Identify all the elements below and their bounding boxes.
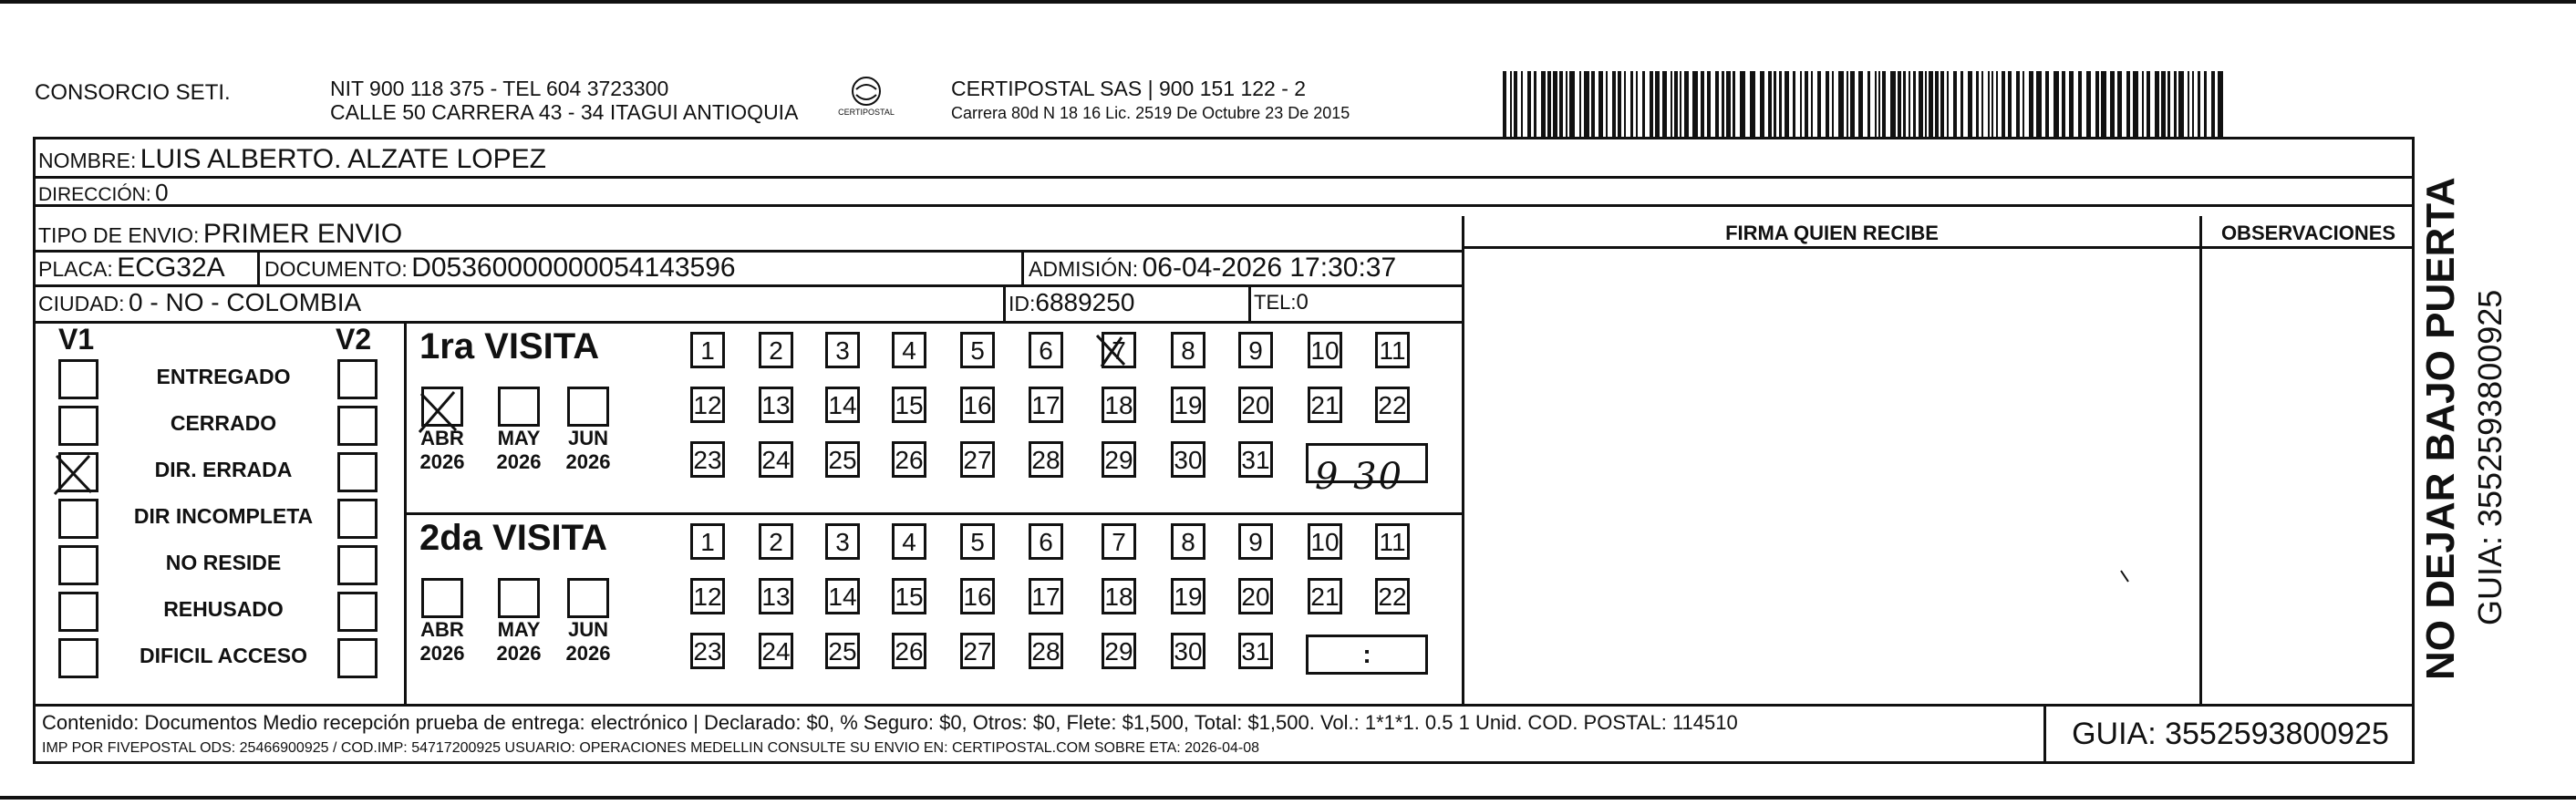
visit1-day-box[interactable]: 30 (1171, 441, 1205, 478)
visit2-day-box[interactable]: 13 (759, 578, 793, 614)
company-name: CONSORCIO SETI. (35, 80, 231, 105)
col-line (1248, 284, 1251, 321)
visit1-day-box[interactable]: 23 (690, 441, 725, 478)
visit2-day-box[interactable]: 17 (1029, 578, 1063, 614)
id-label: ID:6889250 (1009, 288, 1135, 316)
col-line (2199, 216, 2202, 704)
visit2-day-box[interactable]: 22 (1375, 578, 1410, 614)
visit2-month-checkbox[interactable] (498, 578, 540, 618)
visit2-day-box[interactable]: 24 (759, 633, 793, 669)
bottom-border (0, 796, 2576, 800)
row-line (33, 704, 2415, 707)
visit2-month-label (487, 618, 551, 666)
col-line (1003, 284, 1006, 321)
visit2-day-box[interactable]: 23 (690, 633, 725, 669)
visit2-month-checkbox[interactable] (421, 578, 463, 618)
visit1-day-box[interactable]: 12 (690, 387, 725, 423)
month-name: ABR (420, 427, 464, 449)
visit2-title: 2da VISITA (419, 518, 607, 558)
visit2-day-box[interactable]: 6 (1029, 523, 1063, 560)
visit2-day-box[interactable]: 19 (1171, 578, 1205, 614)
visit1-day-box[interactable]: 27 (960, 441, 995, 478)
visit2-day-box[interactable]: 30 (1171, 633, 1205, 669)
license-line: Carrera 80d N 18 16 Lic. 2519 De Octubre 23 De 2015 (951, 104, 1350, 122)
visit1-month-label (556, 427, 620, 474)
visit1-day-box[interactable]: 14 (825, 387, 860, 423)
documento-value: D05360000000054143596 (411, 253, 736, 283)
visit1-title: 1ra VISITA (419, 326, 600, 366)
nombre-label: NOMBRE: LUIS ALBERTO. ALZATE LOPEZ (38, 144, 546, 174)
v1-label: V1 (58, 323, 95, 356)
carrier-line: CERTIPOSTAL SAS | 900 151 122 - 2 (951, 77, 1307, 100)
visit1-day-box[interactable]: 26 (892, 441, 926, 478)
month-name: JUN (567, 427, 608, 449)
visit2-day-box[interactable]: 10 (1308, 523, 1342, 560)
visit2-day-box[interactable]: 5 (960, 523, 995, 560)
row-line (33, 176, 2415, 179)
visit2-day-box[interactable]: 28 (1029, 633, 1063, 669)
observaciones-header: OBSERVACIONES (2220, 222, 2396, 244)
visit2-day-box[interactable]: 21 (1308, 578, 1342, 614)
month-name: MAY (497, 427, 541, 449)
visit1-day-box[interactable]: 7 (1102, 332, 1136, 368)
visit2-day-box[interactable]: 18 (1102, 578, 1136, 614)
row-line (33, 321, 1464, 324)
documento-label: DOCUMENTO: D05360000000054143596 (264, 253, 736, 283)
visit2-day-box[interactable]: 4 (892, 523, 926, 560)
admision-label: ADMISIÓN: 06-04-2026 17:30:37 (1029, 253, 1397, 283)
side-guia: GUIA: 3552593800925 (2471, 289, 2509, 625)
certipostal-logo (834, 75, 898, 122)
v2-label: V2 (336, 323, 372, 356)
visit2-month-label (556, 618, 620, 666)
ciudad-value: 0 - NO - COLOMBIA (129, 288, 362, 316)
status-label: NO RESIDE (165, 551, 282, 574)
visit2-month-label (410, 618, 474, 666)
visit1-day-box[interactable]: 9 (1238, 332, 1273, 368)
tipo-value: PRIMER ENVIO (202, 219, 403, 249)
visit1-day-box[interactable]: 3 (825, 332, 860, 368)
status-label: DIR INCOMPLETA (133, 504, 314, 528)
visit2-day-box[interactable]: 29 (1102, 633, 1136, 669)
visit1-day-box[interactable]: 22 (1375, 387, 1410, 423)
visit1-day-box[interactable]: 16 (960, 387, 995, 423)
visit1-day-box[interactable]: 13 (759, 387, 793, 423)
status-label: CERRADO (170, 411, 277, 435)
visit1-day-box[interactable]: 10 (1308, 332, 1342, 368)
status-label: REHUSADO (163, 597, 284, 621)
visit1-day-box[interactable]: 5 (960, 332, 995, 368)
guia-box: GUIA: 3552593800925 (2072, 717, 2389, 751)
visit1-month-label (487, 427, 551, 474)
row-line (404, 512, 1464, 515)
visit2-day-box[interactable]: 2 (759, 523, 793, 560)
id-value: 6889250 (1035, 288, 1135, 316)
visit2-day-box[interactable]: 3 (825, 523, 860, 560)
visit2-day-box[interactable]: 7 (1102, 523, 1136, 560)
visit1-day-box[interactable]: 1 (690, 332, 725, 368)
tipo-label: TIPO DE ENVIO: PRIMER ENVIO (38, 219, 403, 249)
month-name: JUN (567, 618, 608, 641)
visit1-day-box[interactable]: 6 (1029, 332, 1063, 368)
visit2-day-box[interactable]: 15 (892, 578, 926, 614)
visit1-day-box[interactable]: 29 (1102, 441, 1136, 478)
visit1-day-box[interactable]: 21 (1308, 387, 1342, 423)
ciudad-label: CIUDAD: 0 - NO - COLOMBIA (38, 288, 362, 316)
tel-value: 0 (1296, 290, 1309, 315)
status-label: ENTREGADO (156, 365, 291, 388)
contenido-line: Contenido: Documentos Medio recepción prueba de entrega: electrónico | Declarado: $0, % Seguro: $0, Otros: $0, Flete: $1,500, Total: $1,500. Vol.: 1*1*1. 0.5 1 Unid. COD. POSTAL: 114510 (42, 711, 1738, 734)
month-name: MAY (497, 618, 541, 641)
month-year: 2026 (419, 450, 465, 473)
visit1-month-checkbox[interactable] (567, 387, 609, 427)
time-separator: : (1362, 640, 1371, 668)
visit2-day-box[interactable]: 31 (1238, 633, 1273, 669)
handwritten-time: 9 30 (1315, 456, 1404, 498)
no-dejar-warning: NO DEJAR BAJO PUERTA (2418, 177, 2463, 680)
month-year: 2026 (419, 642, 465, 665)
visit2-day-box[interactable]: 27 (960, 633, 995, 669)
col-line (1021, 250, 1024, 284)
visit1-day-box[interactable]: 31 (1238, 441, 1273, 478)
status-label: DIFICIL ACCESO (139, 644, 307, 667)
placa-label: PLACA: ECG32A (38, 253, 225, 283)
visit1-day-box[interactable]: 24 (759, 441, 793, 478)
top-border (0, 0, 2576, 4)
barcode (1503, 71, 2229, 137)
address-line: CALLE 50 CARRERA 43 - 34 ITAGUI ANTIOQUIA (330, 100, 799, 124)
visit2-month-checkbox[interactable] (567, 578, 609, 618)
visit2-day-box[interactable]: 20 (1238, 578, 1273, 614)
tel-label: TEL:0 (1254, 290, 1309, 315)
visit2-day-box[interactable]: 14 (825, 578, 860, 614)
imp-line: IMP POR FIVEPOSTAL ODS: 25466900925 / COD.IMP: 54717200925 USUARIO: OPERACIONES MEDELLIN CONSULTE SU ENVIO EN: CERTIPOSTAL.COM SOBRE ETA: 2026-04-08 (42, 740, 1259, 756)
visit1-day-box[interactable]: 20 (1238, 387, 1273, 423)
visit2-day-box[interactable]: 12 (690, 578, 725, 614)
visit1-day-box[interactable]: 8 (1171, 332, 1205, 368)
visit1-day-box[interactable]: 19 (1171, 387, 1205, 423)
visit2-time-box[interactable] (1306, 635, 1428, 675)
month-year: 2026 (496, 642, 542, 665)
col-line (257, 250, 260, 284)
visit2-day-box[interactable]: 1 (690, 523, 725, 560)
month-year: 2026 (565, 450, 611, 473)
visit2-day-box[interactable]: 26 (892, 633, 926, 669)
visit1-day-box[interactable]: 17 (1029, 387, 1063, 423)
visit1-month-label (410, 427, 474, 474)
visit1-day-box[interactable]: 18 (1102, 387, 1136, 423)
status-label: DIR. ERRADA (154, 458, 293, 481)
visit2-day-box[interactable]: 11 (1375, 523, 1410, 560)
placa-value: ECG32A (117, 253, 225, 283)
col-line (1462, 216, 1464, 704)
visit1-day-box[interactable]: 4 (892, 332, 926, 368)
firma-header: FIRMA QUIEN RECIBE (1725, 222, 1939, 244)
visit2-day-box[interactable]: 16 (960, 578, 995, 614)
visit1-day-box[interactable]: 11 (1375, 332, 1410, 368)
visit1-day-box[interactable]: 15 (892, 387, 926, 423)
direccion-label: DIRECCIÓN: 0 (38, 179, 169, 206)
nombre-value: LUIS ALBERTO. ALZATE LOPEZ (140, 144, 546, 174)
month-name: ABR (420, 618, 464, 641)
month-year: 2026 (496, 450, 542, 473)
direccion-value: 0 (155, 179, 169, 206)
month-year: 2026 (565, 642, 611, 665)
row-line (1462, 246, 2415, 249)
admision-value: 06-04-2026 17:30:37 (1142, 253, 1397, 283)
visit1-day-box[interactable]: 28 (1029, 441, 1063, 478)
visit2-day-box[interactable]: 25 (825, 633, 860, 669)
nit-line: NIT 900 118 375 - TEL 604 3723300 (330, 77, 669, 100)
visit2-day-box[interactable]: 9 (1238, 523, 1273, 560)
logo-text: CERTIPOSTAL (838, 108, 895, 117)
visit1-month-checkbox[interactable] (421, 387, 463, 427)
row-line (33, 204, 2415, 207)
visit2-day-box[interactable]: 8 (1171, 523, 1205, 560)
visit1-day-box[interactable]: 2 (759, 332, 793, 368)
visit1-day-box[interactable]: 25 (825, 441, 860, 478)
visit1-month-checkbox[interactable] (498, 387, 540, 427)
